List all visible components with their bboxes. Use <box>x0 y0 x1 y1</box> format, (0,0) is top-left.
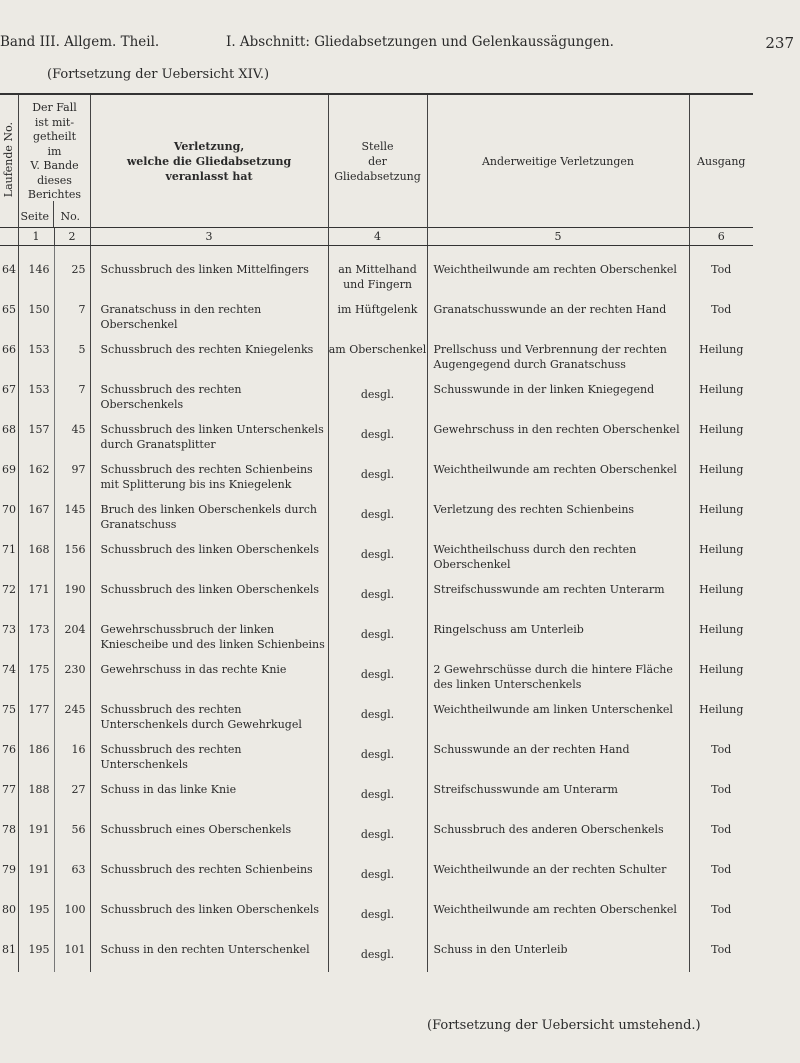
row-number: 70 <box>2 503 16 516</box>
table-row <box>0 932 753 972</box>
header-fall <box>18 94 90 228</box>
column-number: 1 <box>18 228 54 246</box>
desgl-label: desgl. <box>360 668 395 681</box>
row-verletzung: Schussbruch des rechten Schienbeins mit Splitterung bis ins Kniegelenk <box>90 452 328 492</box>
row-number: 77 <box>2 783 16 796</box>
table-row <box>0 246 753 293</box>
row-stelle <box>328 892 427 932</box>
header-no: No. <box>60 210 81 223</box>
row-stelle <box>328 572 427 612</box>
header-line: Berichtes <box>27 188 82 201</box>
column-number: 6 <box>689 228 753 246</box>
header-ausgang: Ausgang <box>689 94 753 228</box>
table-row <box>0 492 753 532</box>
row-number: 65 <box>2 303 16 316</box>
header-laufende-no: Laufende No. <box>2 121 16 198</box>
row-ausgang: Tod <box>689 772 753 812</box>
row-verletzung: Schussbruch des linken Oberschenkels <box>90 532 328 572</box>
table-row <box>0 372 753 412</box>
table-row <box>0 772 753 812</box>
row-seite: 162 <box>18 452 54 492</box>
row-ausgang: Tod <box>689 292 753 332</box>
header-line: welche die Gliedabsetzung <box>126 154 292 168</box>
row-ausgang: Tod <box>689 812 753 852</box>
row-number: 66 <box>2 343 16 356</box>
row-andere-verletzungen: Schusswunde an der rechten Hand <box>427 732 689 772</box>
desgl-label: desgl. <box>360 548 395 561</box>
header-line: getheilt <box>32 130 77 143</box>
desgl-label: desgl. <box>360 908 395 921</box>
row-andere-verletzungen: Weichtheilschuss durch den rechten Oberschenkel <box>427 532 689 572</box>
row-ausgang: Heilung <box>689 452 753 492</box>
row-number: 75 <box>2 703 16 716</box>
row-number: 74 <box>2 663 16 676</box>
row-andere-verletzungen: Schussbruch des anderen Oberschenkels <box>427 812 689 852</box>
desgl-label: desgl. <box>360 748 395 761</box>
row-andere-verletzungen: Granatschusswunde an der rechten Hand <box>427 292 689 332</box>
row-andere-verletzungen: Weichtheilwunde am rechten Oberschenkel <box>427 892 689 932</box>
row-andere-verletzungen: Verletzung des rechten Schienbeins <box>427 492 689 532</box>
header-stelle <box>328 94 427 228</box>
row-case-no: 245 <box>54 692 90 732</box>
header-line: Verletzung, <box>173 139 245 153</box>
header-line: der <box>368 154 387 168</box>
desgl-label: desgl. <box>360 468 395 481</box>
row-verletzung: Gewehrschuss in das rechte Knie <box>90 652 328 692</box>
header-line: ist mit- <box>34 115 75 129</box>
desgl-label: desgl. <box>360 708 395 721</box>
table-row <box>0 572 753 612</box>
table-row <box>0 892 753 932</box>
row-andere-verletzungen: Weichtheilwunde am linken Unterschenkel <box>427 692 689 732</box>
row-andere-verletzungen: Schuss in den Unterleib <box>427 932 689 972</box>
row-ausgang: Heilung <box>689 612 753 652</box>
row-seite: 195 <box>18 932 54 972</box>
row-seite: 173 <box>18 612 54 652</box>
column-number: 5 <box>427 228 689 246</box>
row-seite: 168 <box>18 532 54 572</box>
table-row <box>0 332 753 372</box>
running-head <box>0 34 800 54</box>
row-seite: 186 <box>18 732 54 772</box>
row-stelle <box>328 772 427 812</box>
row-case-no: 156 <box>54 532 90 572</box>
row-stelle <box>328 452 427 492</box>
row-case-no: 16 <box>54 732 90 772</box>
row-case-no: 56 <box>54 812 90 852</box>
row-verletzung: Schussbruch des linken Oberschenkels <box>90 892 328 932</box>
row-number: 68 <box>2 423 16 436</box>
table-row <box>0 452 753 492</box>
row-seite: 157 <box>18 412 54 452</box>
row-stelle <box>328 412 427 452</box>
header-line: dieses <box>37 173 72 187</box>
row-verletzung: Schussbruch des linken Unterschenkels durch Granatsplitter <box>90 412 328 452</box>
row-case-no: 204 <box>54 612 90 652</box>
row-verletzung: Schuss in den rechten Unterschenkel <box>90 932 328 972</box>
table-row <box>0 412 753 452</box>
row-andere-verletzungen: Schusswunde in der linken Kniegegend <box>427 372 689 412</box>
desgl-label: desgl. <box>360 868 395 881</box>
row-seite: 150 <box>18 292 54 332</box>
row-ausgang: Tod <box>689 932 753 972</box>
row-verletzung: Granatschuss in den rechten Oberschenkel <box>90 292 328 332</box>
row-number: 72 <box>2 583 16 596</box>
row-andere-verletzungen: 2 Gewehrschüsse durch die hintere Fläche des linken Unterschenkels <box>427 652 689 692</box>
desgl-label: desgl. <box>360 588 395 601</box>
row-number: 64 <box>2 263 16 276</box>
table-row <box>0 812 753 852</box>
row-case-no: 145 <box>54 492 90 532</box>
footer-note: (Fortsetzung der Uebersicht umstehend.) <box>427 1018 701 1033</box>
row-case-no: 97 <box>54 452 90 492</box>
row-ausgang: Heilung <box>689 332 753 372</box>
row-stelle: an Mittelhand und Fingern <box>328 246 427 293</box>
row-seite: 195 <box>18 892 54 932</box>
row-stelle <box>328 732 427 772</box>
row-number: 76 <box>2 743 16 756</box>
row-andere-verletzungen: Prellschuss und Verbrennung der rechten Augengegend durch Granatschuss <box>427 332 689 372</box>
row-number: 71 <box>2 543 16 556</box>
row-verletzung: Bruch des linken Oberschenkels durch Granatschuss <box>90 492 328 532</box>
row-case-no: 27 <box>54 772 90 812</box>
page-number: 237 <box>765 34 794 52</box>
column-number: 2 <box>54 228 90 246</box>
row-stelle: im Hüftgelenk <box>328 292 427 332</box>
row-ausgang: Tod <box>689 852 753 892</box>
table-row <box>0 652 753 692</box>
row-verletzung: Schuss in das linke Knie <box>90 772 328 812</box>
header-line: V. Bande <box>30 159 79 172</box>
row-ausgang: Heilung <box>689 372 753 412</box>
row-ausgang: Heilung <box>689 412 753 452</box>
row-seite: 188 <box>18 772 54 812</box>
row-verletzung: Schussbruch des linken Oberschenkels <box>90 572 328 612</box>
row-ausgang: Heilung <box>689 532 753 572</box>
row-ausgang: Tod <box>689 732 753 772</box>
row-verletzung: Schussbruch des rechten Kniegelenks <box>90 332 328 372</box>
row-andere-verletzungen: Ringelschuss am Unterleib <box>427 612 689 652</box>
header-seite: Seite <box>20 210 49 223</box>
row-ausgang: Tod <box>689 246 753 293</box>
desgl-label: desgl. <box>360 948 395 961</box>
row-seite: 175 <box>18 652 54 692</box>
row-seite: 191 <box>18 812 54 852</box>
row-stelle <box>328 492 427 532</box>
row-stelle <box>328 852 427 892</box>
row-stelle <box>328 932 427 972</box>
row-ausgang: Heilung <box>689 692 753 732</box>
row-seite: 153 <box>18 372 54 412</box>
row-verletzung: Schussbruch des rechten Unterschenkels durch Gewehrkugel <box>90 692 328 732</box>
row-ausgang: Tod <box>689 892 753 932</box>
row-stelle <box>328 372 427 412</box>
header-line: im <box>47 144 62 158</box>
row-case-no: 5 <box>54 332 90 372</box>
row-stelle <box>328 812 427 852</box>
row-case-no: 7 <box>54 372 90 412</box>
running-head-left: Band III. Allgem. Theil. <box>0 34 160 50</box>
row-andere-verletzungen: Gewehrschuss in den rechten Oberschenkel <box>427 412 689 452</box>
row-case-no: 45 <box>54 412 90 452</box>
desgl-label: desgl. <box>360 628 395 641</box>
row-case-no: 7 <box>54 292 90 332</box>
row-ausgang: Heilung <box>689 572 753 612</box>
header-line: Stelle <box>361 139 394 153</box>
row-verletzung: Gewehrschussbruch der linken Kniescheibe und des linken Schienbeins <box>90 612 328 652</box>
row-case-no: 100 <box>54 892 90 932</box>
row-number: 81 <box>2 943 16 956</box>
row-number: 73 <box>2 623 16 636</box>
running-head-center: I. Abschnitt: Gliedabsetzungen und Gelenkaussägungen. <box>226 34 614 50</box>
row-case-no: 25 <box>54 246 90 293</box>
table-row <box>0 732 753 772</box>
row-case-no: 101 <box>54 932 90 972</box>
row-number: 78 <box>2 823 16 836</box>
header-andere: Anderweitige Verletzungen <box>427 94 689 228</box>
row-stelle <box>328 692 427 732</box>
table-row <box>0 852 753 892</box>
overview-table <box>0 93 753 972</box>
table-row <box>0 292 753 332</box>
row-verletzung: Schussbruch des linken Mittelfingers <box>90 246 328 293</box>
row-number: 80 <box>2 903 16 916</box>
header-line: Der Fall <box>32 101 77 114</box>
header-fall-text <box>19 101 91 203</box>
table-row <box>0 612 753 652</box>
row-andere-verletzungen: Streifschusswunde am rechten Unterarm <box>427 572 689 612</box>
row-stelle <box>328 532 427 572</box>
row-verletzung: Schussbruch eines Oberschenkels <box>90 812 328 852</box>
row-stelle: am Oberschenkel <box>328 332 427 372</box>
desgl-label: desgl. <box>360 508 395 521</box>
table-body <box>0 246 753 973</box>
column-number: 3 <box>90 228 328 246</box>
desgl-label: desgl. <box>360 388 395 401</box>
column-number-row <box>0 228 753 246</box>
row-seite: 146 <box>18 246 54 293</box>
row-seite: 153 <box>18 332 54 372</box>
row-number: 79 <box>2 863 16 876</box>
row-andere-verletzungen: Weichtheilwunde an der rechten Schulter <box>427 852 689 892</box>
header-line: Gliedabsetzung <box>334 169 421 183</box>
desgl-label: desgl. <box>360 828 395 841</box>
row-andere-verletzungen: Weichtheilwunde am rechten Oberschenkel <box>427 246 689 293</box>
row-seite: 167 <box>18 492 54 532</box>
table-row <box>0 692 753 732</box>
desgl-label: desgl. <box>360 788 395 801</box>
row-case-no: 230 <box>54 652 90 692</box>
row-number: 67 <box>2 383 16 396</box>
table-row <box>0 532 753 572</box>
row-stelle <box>328 652 427 692</box>
row-case-no: 190 <box>54 572 90 612</box>
row-verletzung: Schussbruch des rechten Unterschenkels <box>90 732 328 772</box>
row-verletzung: Schussbruch des rechten Oberschenkels <box>90 372 328 412</box>
row-stelle <box>328 612 427 652</box>
row-seite: 177 <box>18 692 54 732</box>
header-line: veranlasst hat <box>165 169 253 183</box>
row-number: 69 <box>2 463 16 476</box>
row-andere-verletzungen: Streifschusswunde am Unterarm <box>427 772 689 812</box>
table-subtitle: (Fortsetzung der Uebersicht XIV.) <box>47 67 270 82</box>
row-seite: 171 <box>18 572 54 612</box>
row-ausgang: Heilung <box>689 652 753 692</box>
row-verletzung: Schussbruch des rechten Schienbeins <box>90 852 328 892</box>
header-verletzung <box>90 94 328 228</box>
row-ausgang: Heilung <box>689 492 753 532</box>
row-andere-verletzungen: Weichtheilwunde am rechten Oberschenkel <box>427 452 689 492</box>
column-number: 4 <box>328 228 427 246</box>
row-seite: 191 <box>18 852 54 892</box>
row-case-no: 63 <box>54 852 90 892</box>
desgl-label: desgl. <box>360 428 395 441</box>
